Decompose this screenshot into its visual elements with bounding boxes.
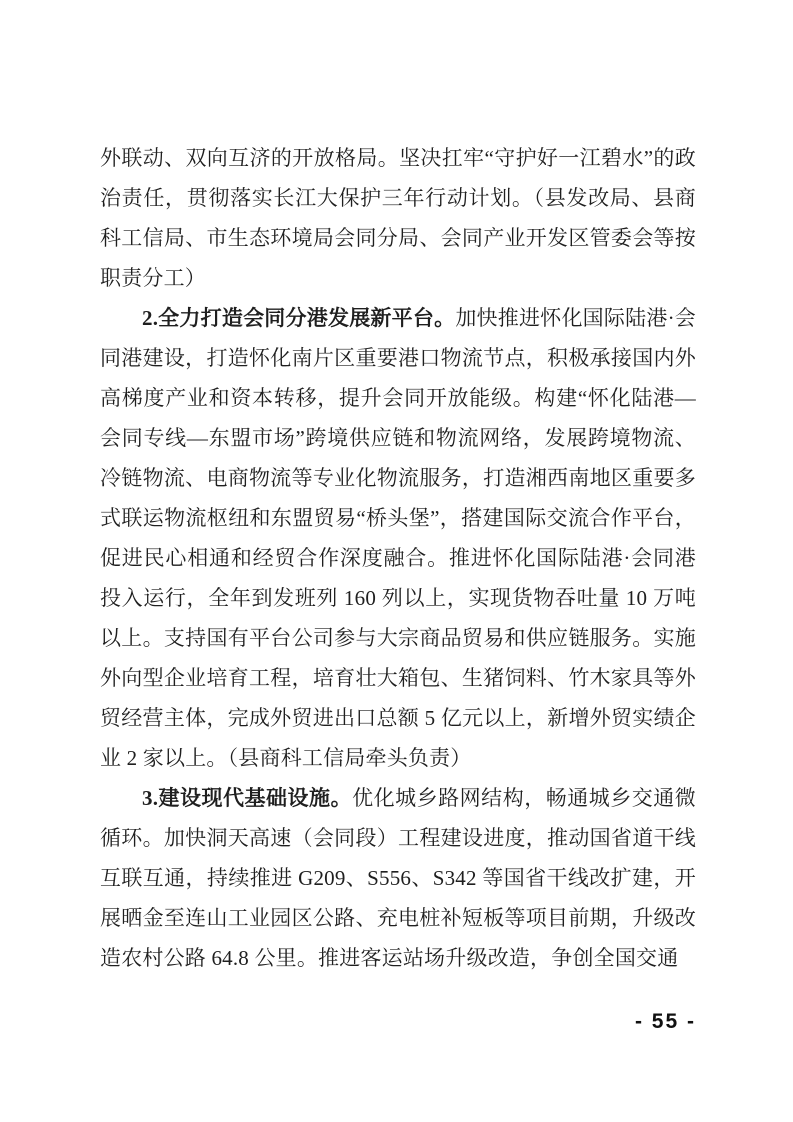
paragraph-continuation <box>100 138 696 298</box>
paragraph-item-3-text: 优化城乡路网结构，畅通城乡交通微循环。加快洞天高速（会同段）工程建设进度，推动国省道干线互联互通，持续推进 G209、S556、S342 等国省干线改扩建，开展晒金至连山工业园区公路、充电桩补短板等项目前期，升级改造农村公路 64.8 公里。推进客运站场升级改造，争创全国交通 <box>100 786 696 970</box>
paragraph-item-2-text: 加快推进怀化国际陆港·会同港建设，打造怀化南片区重要港口物流节点，积极承接国内外高梯度产业和资本转移，提升会同开放能级。构建“怀化陆港—会同专线—东盟市场”跨境供应链和物流网络，发展跨境物流、冷链物流、电商物流等专业化物流服务，打造湘西南地区重要多式联运物流枢纽和东盟贸易“桥头堡”，搭建国际交流合作平台，促进民心相通和经贸合作深度融合。推进怀化国际陆港·会同港投入运行，全年到发班列 160 列以上，实现货物吞吐量 10 万吨以上。支持国有平台公司参与大宗商品贸易和供应链服务。实施外向型企业培育工程，培育壮大箱包、生猪饲料、竹木家具等外贸经营主体，完成外贸进出口总额 5 亿元以上，新增外贸实绩企业 2 家以上。（县商科工信局牵头负责） <box>100 306 696 770</box>
paragraph-item-3 <box>100 778 696 978</box>
section-heading-3: 3.建设现代基础设施。 <box>142 786 353 810</box>
page-number: - 55 - <box>634 1010 696 1033</box>
paragraph-continuation-text: 外联动、双向互济的开放格局。坚决扛牢“守护好一江碧水”的政治责任，贯彻落实长江大保护三年行动计划。（县发改局、县商科工信局、市生态环境局会同分局、会同产业开发区管委会等按职责分工） <box>100 146 696 290</box>
section-heading-2: 2.全力打造会同分港发展新平台。 <box>142 306 456 330</box>
paragraph-item-2 <box>100 298 696 778</box>
document-body <box>100 138 696 978</box>
